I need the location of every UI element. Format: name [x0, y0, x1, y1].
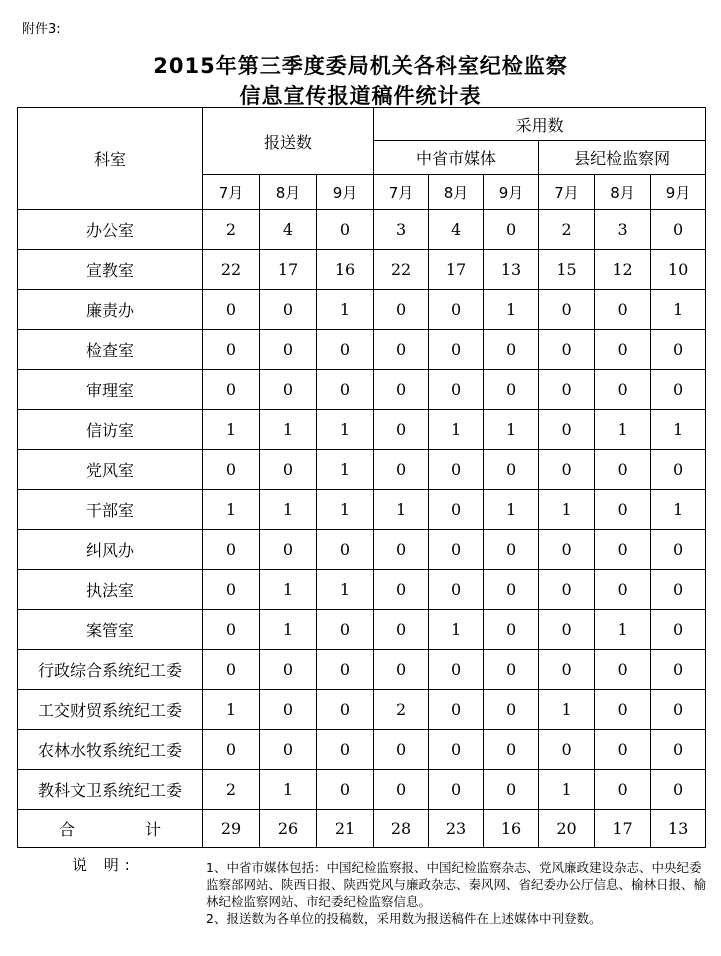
value-cell: 1	[374, 490, 429, 530]
value-cell: 1	[260, 610, 317, 650]
value-cell: 0	[651, 650, 706, 690]
dept-name: 执法室	[18, 570, 203, 610]
value-cell: 17	[260, 250, 317, 290]
value-cell: 1	[651, 410, 706, 450]
value-cell: 0	[317, 650, 374, 690]
dept-name: 宣教室	[18, 250, 203, 290]
value-cell: 0	[595, 690, 651, 730]
value-cell: 16	[317, 250, 374, 290]
value-cell: 2	[539, 210, 595, 250]
value-cell: 0	[651, 370, 706, 410]
value-cell: 0	[317, 770, 374, 810]
value-cell: 0	[317, 370, 374, 410]
value-cell: 0	[651, 770, 706, 810]
value-cell: 1	[317, 570, 374, 610]
total-cell: 13	[651, 810, 706, 848]
value-cell: 1	[539, 490, 595, 530]
value-cell: 0	[429, 490, 484, 530]
table-row	[18, 490, 706, 530]
value-cell: 0	[203, 450, 260, 490]
value-cell: 0	[429, 730, 484, 770]
value-cell: 17	[429, 250, 484, 290]
notes-label: 说 明:	[72, 856, 136, 874]
value-cell: 0	[484, 730, 539, 770]
value-cell: 0	[374, 610, 429, 650]
value-cell: 2	[203, 210, 260, 250]
adopted-header: 采用数	[374, 108, 706, 141]
table-row	[18, 410, 706, 450]
value-cell: 1	[260, 770, 317, 810]
value-cell: 0	[429, 650, 484, 690]
table-row	[18, 450, 706, 490]
value-cell: 0	[651, 210, 706, 250]
dept-name: 教科文卫系统纪工委	[18, 770, 203, 810]
table-row	[18, 730, 706, 770]
value-cell: 0	[484, 650, 539, 690]
table-row	[18, 530, 706, 570]
media-a-header: 中省市媒体	[374, 141, 539, 175]
value-cell: 0	[374, 530, 429, 570]
value-cell: 0	[595, 450, 651, 490]
value-cell: 2	[203, 770, 260, 810]
total-cell: 16	[484, 810, 539, 848]
table-row	[18, 690, 706, 730]
value-cell: 1	[260, 570, 317, 610]
value-cell: 0	[484, 770, 539, 810]
attachment-label: 附件3:	[22, 22, 61, 37]
value-cell: 1	[260, 410, 317, 450]
value-cell: 15	[539, 250, 595, 290]
value-cell: 0	[651, 450, 706, 490]
value-cell: 2	[374, 690, 429, 730]
value-cell: 1	[317, 410, 374, 450]
value-cell: 0	[651, 610, 706, 650]
value-cell: 0	[429, 530, 484, 570]
table-row	[18, 210, 706, 250]
value-cell: 0	[539, 290, 595, 330]
page-subtitle: 信息宣传报道稿件统计表	[239, 84, 482, 108]
value-cell: 0	[317, 210, 374, 250]
value-cell: 1	[539, 690, 595, 730]
value-cell: 0	[374, 330, 429, 370]
value-cell: 1	[317, 490, 374, 530]
value-cell: 0	[429, 570, 484, 610]
value-cell: 3	[374, 210, 429, 250]
month-header: 8月	[595, 175, 651, 210]
value-cell: 1	[203, 490, 260, 530]
note-2: 2、报送数为各单位的投稿数，采用数为报送稿件在上述媒体中刊登数。	[206, 911, 602, 926]
value-cell: 0	[203, 330, 260, 370]
value-cell: 0	[595, 370, 651, 410]
value-cell: 0	[203, 730, 260, 770]
table-row	[18, 570, 706, 610]
total-cell: 26	[260, 810, 317, 848]
value-cell: 0	[595, 290, 651, 330]
media-b-header: 县纪检监察网	[539, 141, 706, 175]
month-header: 7月	[203, 175, 260, 210]
value-cell: 0	[429, 330, 484, 370]
value-cell: 0	[484, 330, 539, 370]
value-cell: 0	[203, 370, 260, 410]
value-cell: 0	[539, 370, 595, 410]
value-cell: 0	[317, 730, 374, 770]
value-cell: 0	[651, 530, 706, 570]
value-cell: 0	[651, 570, 706, 610]
value-cell: 22	[374, 250, 429, 290]
value-cell: 0	[539, 570, 595, 610]
value-cell: 0	[203, 530, 260, 570]
value-cell: 0	[317, 330, 374, 370]
value-cell: 0	[374, 370, 429, 410]
value-cell: 0	[651, 690, 706, 730]
value-cell: 22	[203, 250, 260, 290]
value-cell: 0	[260, 290, 317, 330]
month-header: 9月	[484, 175, 539, 210]
value-cell: 0	[317, 530, 374, 570]
value-cell: 0	[429, 770, 484, 810]
value-cell: 0	[429, 290, 484, 330]
value-cell: 0	[203, 610, 260, 650]
dept-name: 纠风办	[18, 530, 203, 570]
value-cell: 4	[429, 210, 484, 250]
value-cell: 0	[317, 610, 374, 650]
value-cell: 0	[539, 450, 595, 490]
value-cell: 0	[484, 570, 539, 610]
value-cell: 0	[595, 650, 651, 690]
value-cell: 0	[260, 450, 317, 490]
dept-name: 党风室	[18, 450, 203, 490]
total-cell: 17	[595, 810, 651, 848]
dept-name: 检查室	[18, 330, 203, 370]
total-cell: 29	[203, 810, 260, 848]
dept-name: 行政综合系统纪工委	[18, 650, 203, 690]
value-cell: 0	[484, 610, 539, 650]
value-cell: 1	[317, 450, 374, 490]
dept-name: 干部室	[18, 490, 203, 530]
total-label-b: 计	[145, 820, 162, 839]
value-cell: 12	[595, 250, 651, 290]
dept-header: 科室	[18, 108, 203, 210]
value-cell: 0	[374, 410, 429, 450]
value-cell: 0	[260, 690, 317, 730]
value-cell: 0	[595, 530, 651, 570]
value-cell: 0	[374, 650, 429, 690]
value-cell: 0	[429, 450, 484, 490]
dept-name: 信访室	[18, 410, 203, 450]
page-title: 2015年第三季度委局机关各科室纪检监察	[153, 54, 568, 78]
value-cell: 0	[374, 290, 429, 330]
dept-name: 案管室	[18, 610, 203, 650]
value-cell: 0	[651, 330, 706, 370]
month-header: 9月	[317, 175, 374, 210]
value-cell: 0	[317, 690, 374, 730]
month-header: 7月	[374, 175, 429, 210]
table-row	[18, 370, 706, 410]
total-cell: 28	[374, 810, 429, 848]
value-cell: 1	[539, 770, 595, 810]
value-cell: 0	[484, 210, 539, 250]
note-1: 1、中省市媒体包括：中国纪检监察报、中国纪检监察杂志、党风廉政建设杂志、中央纪委监察部网站、陕西日报、陕西党风与廉政杂志、秦风网、省纪委办公厅信息、榆林日报、榆林纪检监察网站、市纪委纪检监察信息。	[206, 860, 707, 909]
table-row	[18, 330, 706, 370]
value-cell: 0	[429, 370, 484, 410]
value-cell: 0	[539, 410, 595, 450]
value-cell: 1	[203, 690, 260, 730]
value-cell: 0	[374, 450, 429, 490]
value-cell: 0	[651, 730, 706, 770]
dept-name: 办公室	[18, 210, 203, 250]
value-cell: 0	[260, 650, 317, 690]
table-row	[18, 290, 706, 330]
statistics-table	[17, 107, 706, 848]
value-cell: 1	[260, 490, 317, 530]
value-cell: 0	[203, 290, 260, 330]
value-cell: 0	[539, 650, 595, 690]
value-cell: 10	[651, 250, 706, 290]
value-cell: 0	[260, 530, 317, 570]
value-cell: 1	[651, 490, 706, 530]
value-cell: 0	[260, 730, 317, 770]
value-cell: 0	[539, 730, 595, 770]
dept-name: 农林水牧系统纪工委	[18, 730, 203, 770]
value-cell: 0	[429, 690, 484, 730]
value-cell: 0	[595, 770, 651, 810]
value-cell: 3	[595, 210, 651, 250]
table-row	[18, 610, 706, 650]
value-cell: 0	[374, 770, 429, 810]
total-label-a: 合	[58, 820, 75, 839]
value-cell: 0	[203, 570, 260, 610]
value-cell: 0	[374, 730, 429, 770]
table-row	[18, 770, 706, 810]
month-header: 8月	[260, 175, 317, 210]
value-cell: 0	[595, 730, 651, 770]
value-cell: 0	[374, 570, 429, 610]
value-cell: 0	[484, 690, 539, 730]
value-cell: 1	[595, 410, 651, 450]
value-cell: 1	[429, 410, 484, 450]
value-cell: 0	[539, 610, 595, 650]
total-label	[18, 810, 203, 848]
total-cell: 21	[317, 810, 374, 848]
value-cell: 0	[260, 370, 317, 410]
value-cell: 13	[484, 250, 539, 290]
value-cell: 1	[429, 610, 484, 650]
dept-name: 廉责办	[18, 290, 203, 330]
value-cell: 4	[260, 210, 317, 250]
value-cell: 0	[484, 450, 539, 490]
value-cell: 1	[595, 610, 651, 650]
notes	[206, 859, 706, 927]
dept-name: 审理室	[18, 370, 203, 410]
value-cell: 1	[484, 410, 539, 450]
value-cell: 1	[203, 410, 260, 450]
value-cell: 0	[595, 330, 651, 370]
table-row	[18, 250, 706, 290]
month-header: 7月	[539, 175, 595, 210]
value-cell: 0	[203, 650, 260, 690]
submitted-header: 报送数	[203, 108, 374, 175]
value-cell: 0	[539, 330, 595, 370]
total-cell: 23	[429, 810, 484, 848]
month-header: 8月	[429, 175, 484, 210]
value-cell: 0	[595, 570, 651, 610]
value-cell: 1	[651, 290, 706, 330]
total-cell: 20	[539, 810, 595, 848]
value-cell: 0	[539, 530, 595, 570]
value-cell: 1	[484, 490, 539, 530]
total-row	[18, 810, 706, 848]
value-cell: 1	[317, 290, 374, 330]
table-row	[18, 650, 706, 690]
dept-name: 工交财贸系统纪工委	[18, 690, 203, 730]
value-cell: 0	[484, 530, 539, 570]
value-cell: 0	[260, 330, 317, 370]
value-cell: 0	[484, 370, 539, 410]
value-cell: 1	[484, 290, 539, 330]
value-cell: 0	[595, 490, 651, 530]
month-header: 9月	[651, 175, 706, 210]
